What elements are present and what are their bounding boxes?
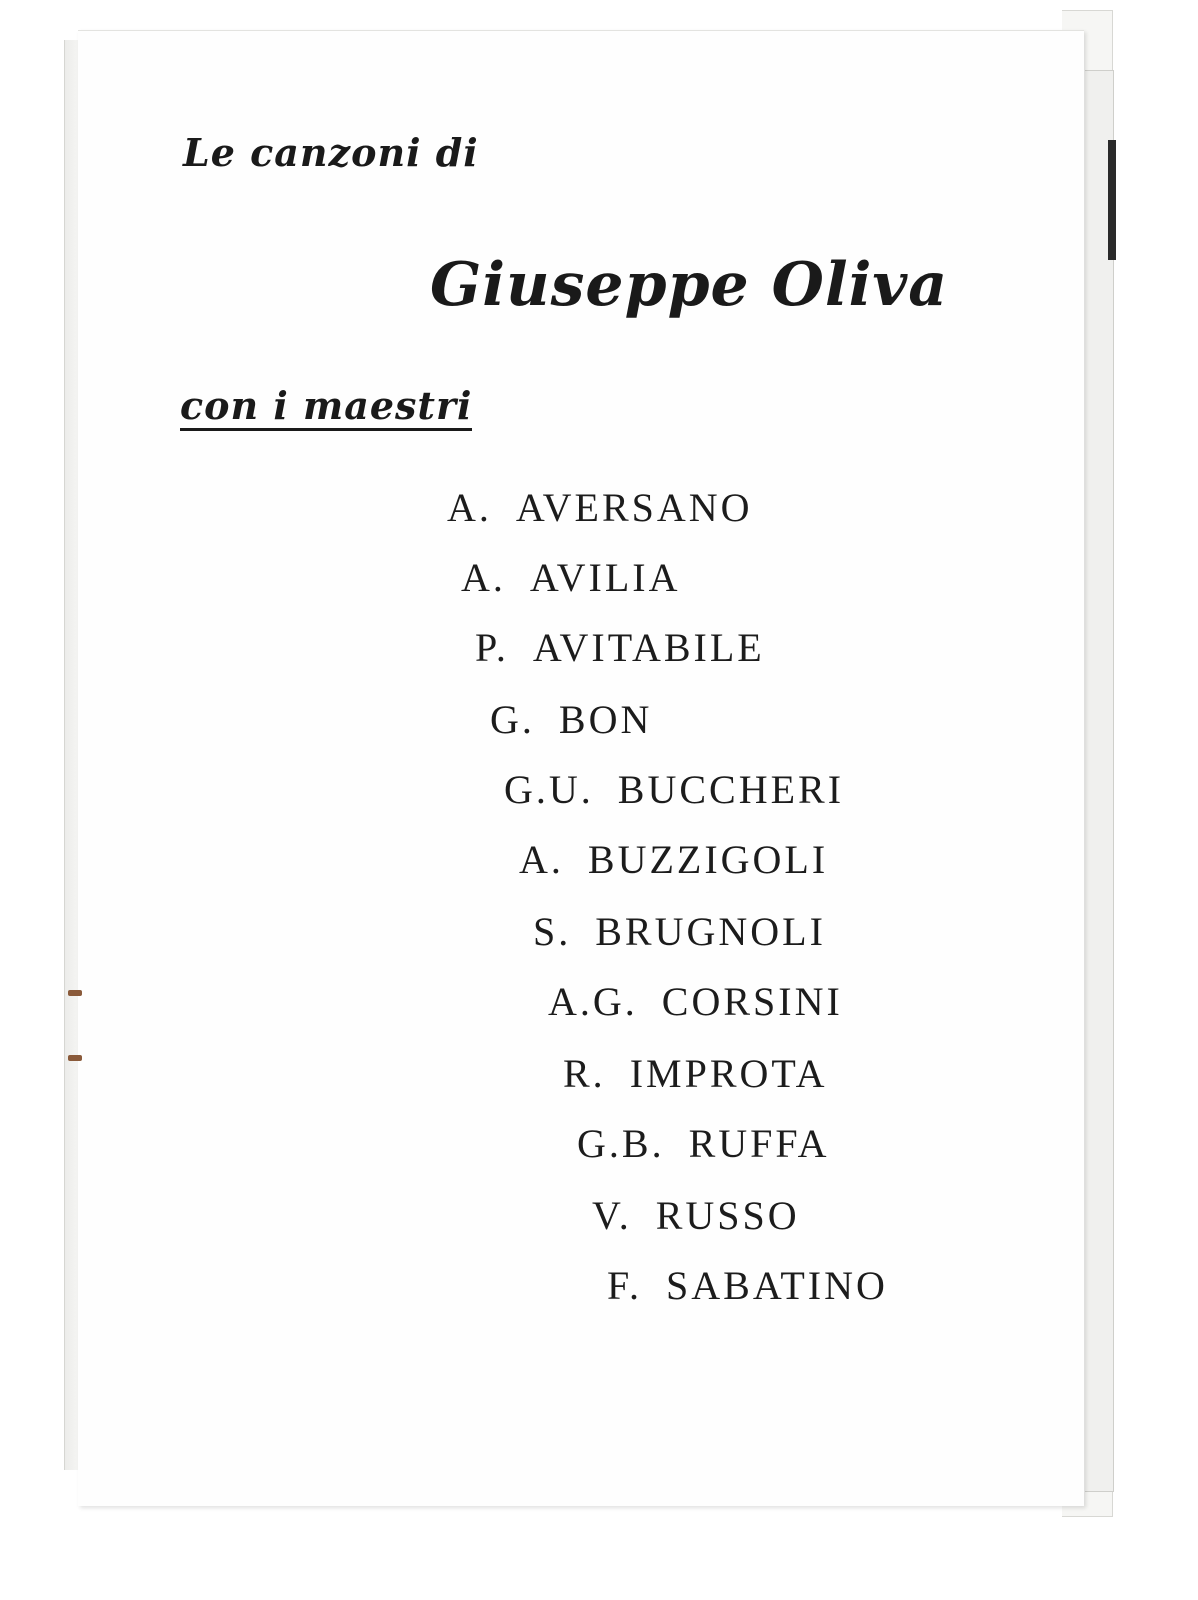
cover-edge (1108, 140, 1116, 260)
staple-icon (68, 1055, 82, 1061)
maestro-surname: RUFFA (688, 1121, 830, 1166)
maestro-initial: P. (475, 625, 509, 670)
maestro-surname: BON (558, 697, 653, 742)
maestro-surname: BRUGNOLI (595, 909, 826, 954)
maestro-surname: BUCCHERI (617, 767, 845, 812)
underlying-page (1085, 70, 1114, 1492)
maestro-entry (519, 836, 828, 883)
maestro-entry (577, 1120, 830, 1167)
maestro-surname: BUZZIGOLI (587, 837, 829, 882)
maestro-entry (447, 484, 753, 531)
maestro-entry (533, 908, 826, 955)
maestro-initial: A. (519, 837, 564, 882)
maestro-initial: G.B. (577, 1121, 665, 1166)
maestro-initial: F. (607, 1263, 643, 1308)
maestro-entry (563, 1050, 828, 1097)
maestro-entry (461, 554, 680, 601)
maestro-surname: AVILIA (529, 555, 681, 600)
maestro-surname: CORSINI (661, 979, 843, 1024)
maestro-initial: A.G. (548, 979, 638, 1024)
intro-heading: Le canzoni di (183, 130, 479, 175)
maestri-subheading: con i maestri (180, 384, 472, 431)
composer-name: Giuseppe Oliva (430, 250, 949, 320)
maestro-initial: G. (490, 697, 535, 742)
maestro-surname: AVERSANO (515, 485, 753, 530)
maestro-initial: G.U. (504, 767, 594, 812)
maestro-surname: AVITABILE (532, 625, 765, 670)
maestro-surname: IMPROTA (629, 1051, 828, 1096)
maestro-initial: S. (533, 909, 572, 954)
maestro-entry (607, 1262, 888, 1309)
maestro-entry (490, 696, 652, 743)
staple-icon (68, 990, 82, 996)
maestro-entry (475, 624, 765, 671)
maestro-surname: SABATINO (666, 1263, 888, 1308)
maestro-initial: R. (563, 1051, 606, 1096)
maestro-initial: V. (592, 1193, 632, 1238)
maestro-initial: A. (447, 485, 492, 530)
maestro-surname: RUSSO (655, 1193, 800, 1238)
maestro-entry (504, 766, 844, 813)
maestro-entry (592, 1192, 800, 1239)
maestro-entry (548, 978, 843, 1025)
maestro-initial: A. (461, 555, 506, 600)
